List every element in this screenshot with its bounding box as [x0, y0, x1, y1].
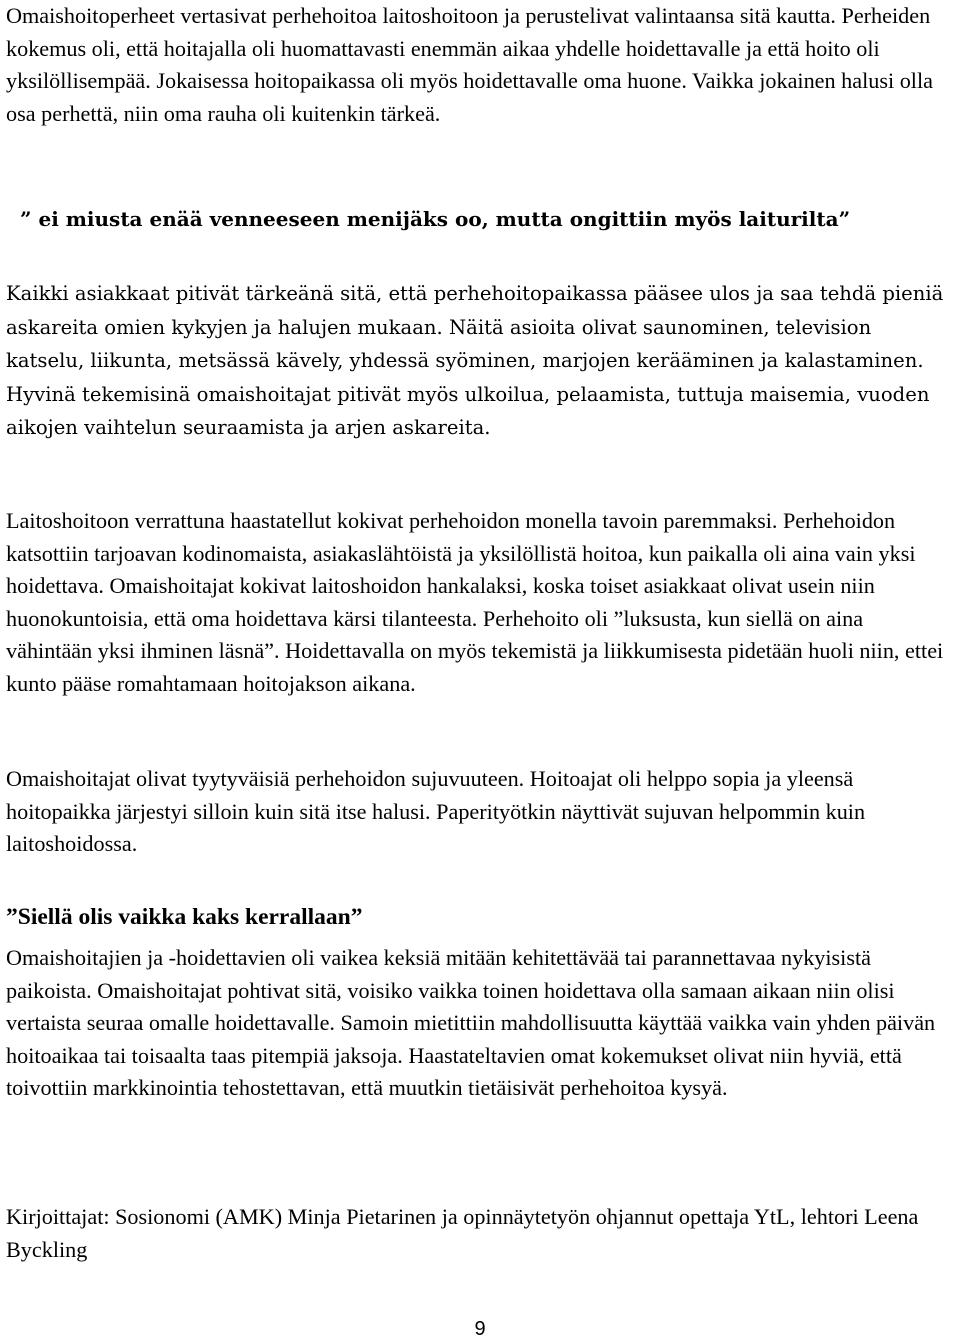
paragraph-family-comparison: Omaishoitoperheet vertasivat perhehoitoa laitoshoitoon ja perustelivat valintaansa sitä kautta. Perheiden kokemus oli, että hoitajalla oli huomattavasti enemmän aikaa yhdelle hoidettavalle ja että hoito oli yksilöllisempää. Jokaisessa hoitopaikassa oli myös hoidettavalle oma huone. Vaikka jokainen halusi olla osa perhettä, niin oma rauha oli kuitenkin tärkeä.	[6, 3, 933, 126]
pull-quote: ” ei miusta enää venneeseen menijäks oo, mutta ongittiin myös laiturilta”	[20, 207, 851, 231]
paragraph-satisfaction: Omaishoitajat olivat tyytyväisiä perhehoidon sujuvuuteen. Hoitoajat oli helppo sopia ja yleensä hoitopaikka järjestyi silloin kuin sitä itse halusi. Paperityötkin näyttivät sujuvan helpommin kuin laitoshoidossa.	[6, 766, 866, 857]
paragraph-authors: Kirjoittajat: Sosionomi (AMK) Minja Pietarinen ja opinnäytetyön ohjannut opettaja YtL, lehtori Leena Byckling	[6, 1204, 919, 1262]
paragraph-activities: Kaikki asiakkaat pitivät tärkeänä sitä, että perhehoitopaikassa pääsee ulos ja saa tehdä pieniä askareita omien kykyjen ja halujen mukaan. Näitä asioita olivat saunominen, television katselu, liikunta, metsässä kävely, yhdessä syöminen, marjojen kerääminen ja kalastaminen. Hyvinä tekemisinä omaishoitajat pitivät myös ulkoilua, pelaamista, tuttuja maisemia, vuoden aikojen vaihtelun seuraamista ja arjen askareita.	[6, 282, 944, 440]
paragraph-institutional-comparison: Laitoshoitoon verrattuna haastatellut kokivat perhehoidon monella tavoin paremmaksi. Perhehoidon katsottiin tarjoavan kodinomaista, asiakaslähtöistä ja yksilöllistä hoitoa, kun paikalla oli aina vain yksi hoidettava. Omaishoitajat kokivat laitoshoidon hankalaksi, koska toiset asiakkaat olivat usein niin huonokuntoisia, että oma hoidettava kärsi tilanteesta. Perhehoito oli ”luksusta, kun siellä on aina vähintään yksi ihminen läsnä”. Hoidettavalla on myös tekemistä ja liikkumisesta pidetään huoli niin, ettei kunto pääse romahtamaan hoitojakson aikana.	[6, 508, 944, 696]
paragraph-development: Omaishoitajien ja -hoidettavien oli vaikea keksiä mitään kehitettävää tai parannettavaa nykyisistä paikoista. Omaishoitajat pohtivat sitä, voisiko vaikka toinen hoidettava olla samaan aikaan niin olisi vertaista seuraa omalle hoidettavalle. Samoin mietittiin mahdollisuutta käyttää vaikka vain yhden päivän hoitoaikaa tai toisaalta taas pitempiä jaksoja. Haastateltavien omat kokemukset olivat niin hyviä, että toivottiin markkinointia tehostettavan, että muutkin tietäisivät perhehoitoa kysyä.	[6, 945, 936, 1101]
section-subheading: ”Siellä olis vaikka kaks kerrallaan”	[6, 904, 363, 930]
page-number: 9	[474, 1318, 486, 1340]
